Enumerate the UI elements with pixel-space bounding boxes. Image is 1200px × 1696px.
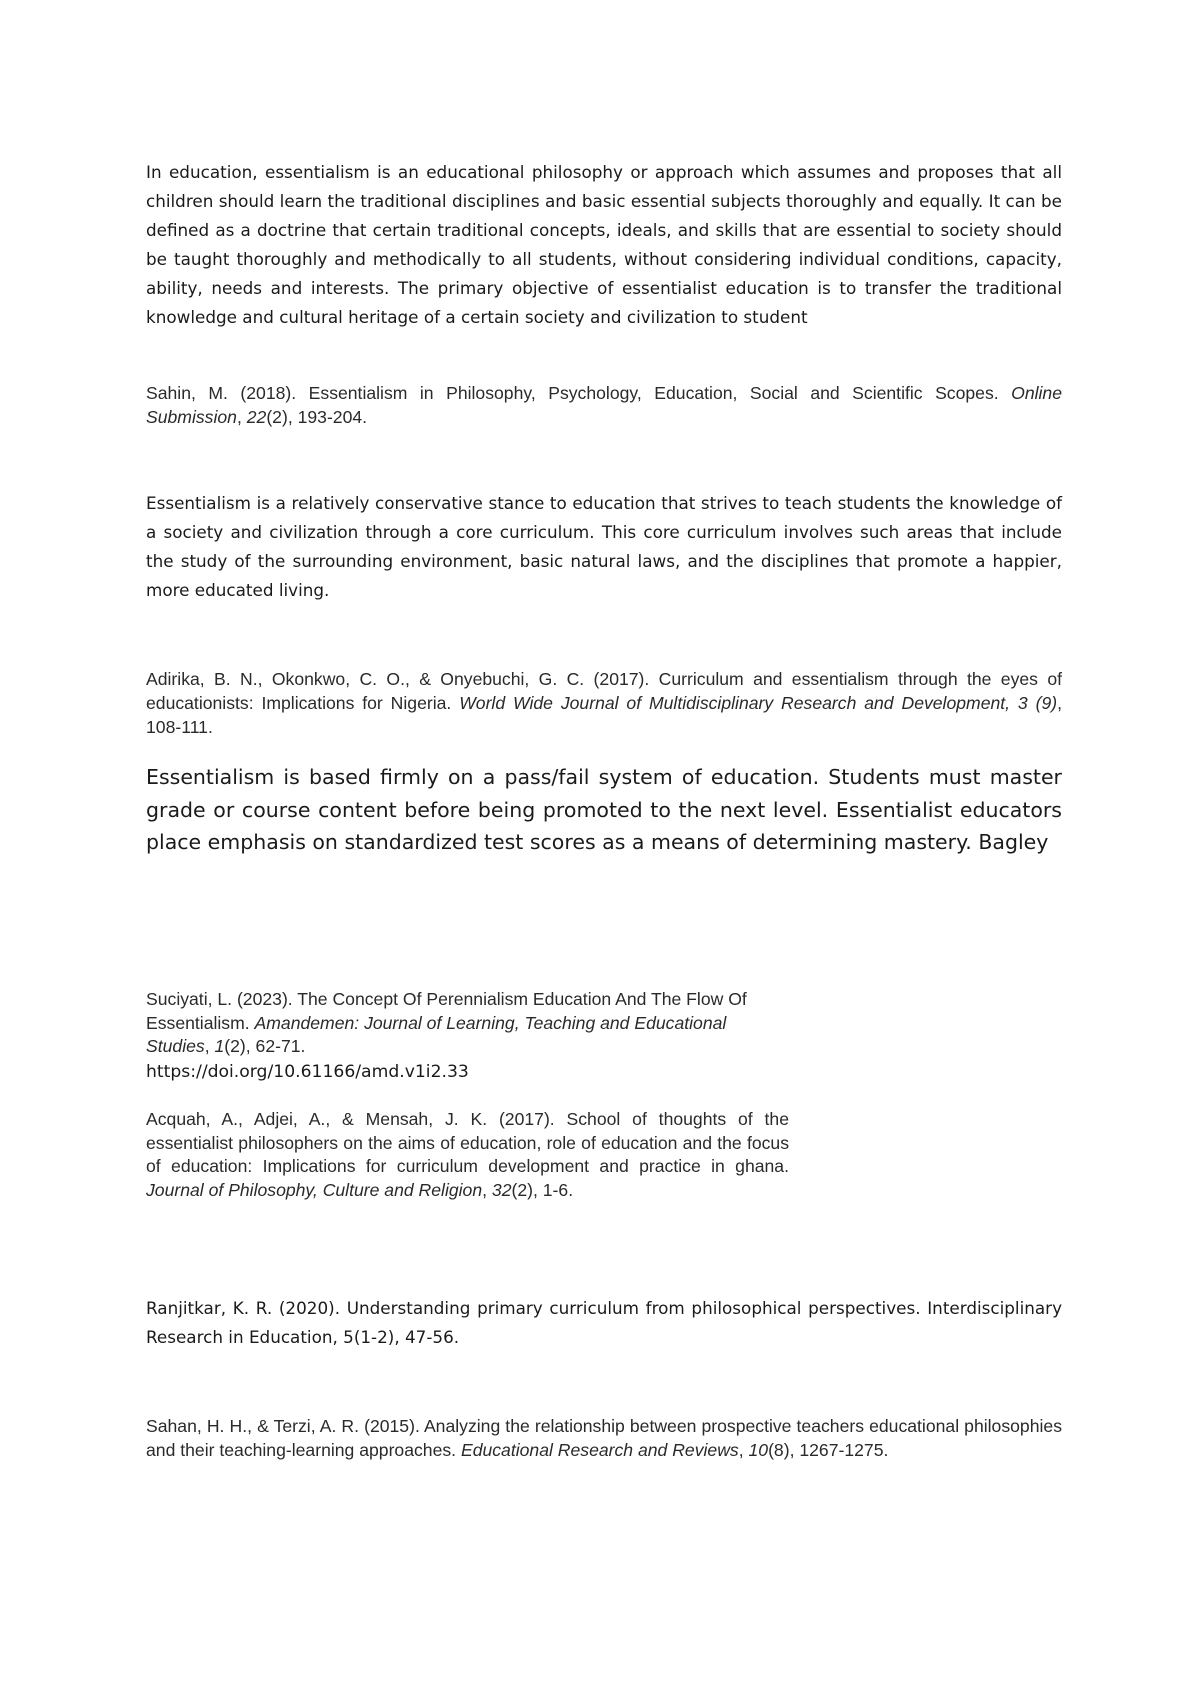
reference-suciyati-2023 [146,988,789,1085]
journal-title: Journal of Philosophy, Culture and Religion [146,1179,483,1200]
reference-sahan-2015 [146,1414,1062,1462]
reference-sahin-2018 [146,381,1062,429]
separator: , [482,1179,492,1200]
volume: 32 [491,1179,512,1200]
separator: , [204,1036,215,1056]
reference-text: Sahin, M. (2018). Essentialism in Philosophy, Psychology, Education, Social and Scientific Scopes. [146,383,1012,403]
issue-pages: (8), 1267-1275. [768,1440,889,1460]
reference-ranjitkar-2020 [146,1294,1062,1352]
volume: 22 [246,407,267,427]
journal-title: Educational Research and Reviews [460,1440,739,1460]
separator: , [236,407,247,427]
paragraph-pass-fail [146,761,1062,859]
journal-title: Online Submission [146,383,1062,427]
reference-text: Ranjitkar, K. R. (2020). Understanding primary curriculum from philosophical perspectives. Interdisciplinary Research in Education, 5(1-2), 47-56. [146,1298,1062,1347]
reference-text: Acquah, A., Adjei, A., & Mensah, J. K. (2017). School of thoughts of the essentialist philosophers on the aims of education, role of education and the focus of education: Implications for curriculum development and practice in ghana. [146,1109,789,1176]
paragraph-conservative-stance [146,489,1062,605]
reference-acquah-2017 [146,1108,789,1202]
paragraph-text: In education, essentialism is an educational philosophy or approach which assumes and proposes that all children should learn the traditional disciplines and basic essential subjects thoroughly and equally. It can be defined as a doctrine that certain traditional concepts, ideals, and skills that are essential to society should be taught thoroughly and methodically to all students, without considering individual conditions, capacity, ability, needs and interests. The primary objective of essentialist education is to transfer the traditional knowledge and cultural heritage of a certain society and civilization to student [146,162,1062,327]
paragraph-essentialism-definition [146,158,1062,332]
paragraph-text: Essentialism is based firmly on a pass/fail system of education. Students must master grade or course content before being promoted to the next level. Essentialist educators place emphasis on standardized test scores as a means of determining mastery. Bagley [146,765,1062,854]
reference-body [146,988,789,1059]
paragraph-text: Essentialism is a relatively conservative stance to education that strives to teach students the knowledge of a society and civilization through a core curriculum. This core curriculum involves such areas that include the study of the surrounding environment, basic natural laws, and the disciplines that promote a happier, more educated living. [146,493,1062,600]
doi-link[interactable]: https://doi.org/10.61166/amd.v1i2.33 [146,1061,469,1082]
volume: 10 [748,1440,769,1460]
reference-text: Adirika, B. N., Okonkwo, C. O., & Onyebuchi, G. C. (2017). Curriculum and essentialism through the eyes of educationists: Implications for Nigeria. [146,669,1062,713]
reference-text: Sahan, H. H., & Terzi, A. R. (2015). Analyzing the relationship between prospective teachers educational philosophies and their teaching-learning approaches. [146,1416,1062,1460]
issue-pages: (2), 193-204. [266,407,368,427]
reference-adirika-2017 [146,667,1062,739]
issue-pages: , 108-111. [146,693,1062,737]
issue-pages: (2), 62-71. [224,1036,306,1056]
journal-title: Amandemen: Journal of Learning, Teaching and Educational Studies [146,1012,727,1056]
issue-pages: (2), 1-6. [511,1179,574,1200]
journal-title: World Wide Journal of Multidisciplinary Research and Development, 3 (9) [459,693,1058,713]
reference-text: Suciyati, L. (2023). The Concept Of Perennialism Education And The Flow Of Essentialism. [146,989,747,1033]
volume: 1 [214,1036,225,1056]
separator: , [738,1440,749,1460]
